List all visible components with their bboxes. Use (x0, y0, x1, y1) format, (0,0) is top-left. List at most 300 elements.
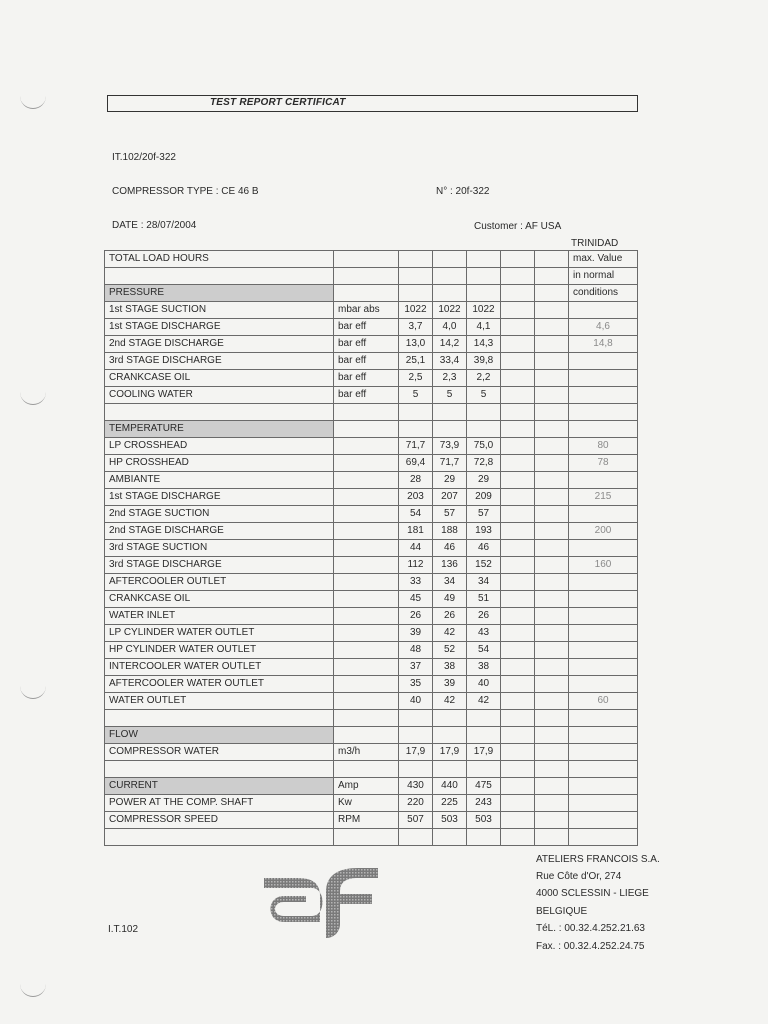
parameter-label: 2nd STAGE SUCTION (105, 506, 334, 523)
max-value-cell (569, 370, 638, 387)
empty-cell (535, 285, 569, 302)
parameter-label (105, 761, 334, 778)
parameter-label: HP CROSSHEAD (105, 455, 334, 472)
empty-cell (501, 438, 535, 455)
max-value-cell: 60 (569, 693, 638, 710)
unit-cell (334, 659, 399, 676)
unit-cell (334, 693, 399, 710)
empty-cell (535, 642, 569, 659)
report-reference: IT.102/20f-322 (112, 152, 176, 163)
parameter-label: 2nd STAGE DISCHARGE (105, 336, 334, 353)
empty-cell (501, 727, 535, 744)
measurement-cell (399, 761, 433, 778)
measurement-cell: 71,7 (399, 438, 433, 455)
empty-cell (501, 506, 535, 523)
measurement-cell: 40 (399, 693, 433, 710)
measurement-cell: 33 (399, 574, 433, 591)
table-row (105, 812, 638, 829)
measurement-cell: 203 (399, 489, 433, 506)
empty-cell (535, 727, 569, 744)
punch-hole-mark (20, 92, 46, 109)
table-row (105, 438, 638, 455)
unit-cell (334, 642, 399, 659)
measurement-cell (433, 829, 467, 846)
measurement-cell (467, 268, 501, 285)
empty-cell (501, 387, 535, 404)
parameter-label: AFTERCOOLER OUTLET (105, 574, 334, 591)
measurement-cell: 51 (467, 591, 501, 608)
unit-cell (334, 540, 399, 557)
unit-cell: bar eff (334, 353, 399, 370)
empty-cell (501, 302, 535, 319)
report-title: TEST REPORT CERTIFICAT (210, 97, 346, 108)
unit-cell: Kw (334, 795, 399, 812)
unit-cell (334, 591, 399, 608)
empty-cell (535, 387, 569, 404)
empty-cell (501, 693, 535, 710)
max-value-cell (569, 608, 638, 625)
table-row (105, 251, 638, 268)
max-value-cell (569, 625, 638, 642)
measurement-cell: 34 (433, 574, 467, 591)
max-value-cell: 80 (569, 438, 638, 455)
max-value-cell (569, 659, 638, 676)
section-row (105, 421, 638, 438)
table-row (105, 336, 638, 353)
section-title: TEMPERATURE (105, 421, 334, 438)
measurement-cell: 26 (399, 608, 433, 625)
measurement-cell: 71,7 (433, 455, 467, 472)
max-value-cell (569, 642, 638, 659)
parameter-label: LP CYLINDER WATER OUTLET (105, 625, 334, 642)
unit-cell (334, 523, 399, 540)
empty-cell (501, 591, 535, 608)
empty-cell (501, 319, 535, 336)
empty-cell (501, 557, 535, 574)
measurement-cell: 38 (467, 659, 501, 676)
table-row (105, 268, 638, 285)
logo-a-shape (264, 878, 323, 922)
table-row (105, 591, 638, 608)
measurement-cell: 225 (433, 795, 467, 812)
measurement-cell (399, 251, 433, 268)
measurement-cell: 440 (433, 778, 467, 795)
table-row (105, 557, 638, 574)
measurement-cell: 57 (467, 506, 501, 523)
table-row (105, 472, 638, 489)
empty-cell (501, 608, 535, 625)
parameter-label: 3rd STAGE DISCHARGE (105, 353, 334, 370)
parameter-label (105, 404, 334, 421)
empty-cell (535, 302, 569, 319)
unit-cell (334, 506, 399, 523)
empty-cell (535, 438, 569, 455)
parameter-label: 3rd STAGE DISCHARGE (105, 557, 334, 574)
measurement-cell: 39 (399, 625, 433, 642)
punch-hole-mark (20, 980, 46, 997)
max-value-cell: conditions (569, 285, 638, 302)
empty-cell (535, 370, 569, 387)
measurement-cell: 13,0 (399, 336, 433, 353)
empty-cell (535, 608, 569, 625)
section-title: CURRENT (105, 778, 334, 795)
unit-cell: bar eff (334, 319, 399, 336)
measurement-cell: 5 (433, 387, 467, 404)
empty-cell (535, 795, 569, 812)
table-row (105, 608, 638, 625)
table-row (105, 625, 638, 642)
measurement-cell (433, 727, 467, 744)
measurement-cell: 52 (433, 642, 467, 659)
measurement-cell: 503 (467, 812, 501, 829)
max-value-cell (569, 421, 638, 438)
unit-cell (334, 761, 399, 778)
table-row (105, 710, 638, 727)
parameter-label: CRANKCASE OIL (105, 370, 334, 387)
empty-cell (501, 659, 535, 676)
measurement-cell (399, 829, 433, 846)
max-value-cell (569, 676, 638, 693)
unit-cell (334, 676, 399, 693)
measurement-cell (433, 404, 467, 421)
empty-cell (501, 676, 535, 693)
empty-cell (535, 625, 569, 642)
measurement-cell: 37 (399, 659, 433, 676)
empty-cell (501, 421, 535, 438)
unit-cell (334, 268, 399, 285)
unit-cell (334, 421, 399, 438)
max-value-cell (569, 812, 638, 829)
customer-site: TRINIDAD (571, 238, 619, 249)
empty-cell (535, 812, 569, 829)
parameter-label: WATER OUTLET (105, 693, 334, 710)
measurement-cell: 72,8 (467, 455, 501, 472)
unit-cell (334, 472, 399, 489)
table-row (105, 659, 638, 676)
measurement-cell (467, 761, 501, 778)
measurement-cell: 188 (433, 523, 467, 540)
empty-cell (501, 523, 535, 540)
unit-cell: bar eff (334, 370, 399, 387)
max-value-cell (569, 302, 638, 319)
measurement-cell: 57 (433, 506, 467, 523)
measurement-cell: 40 (467, 676, 501, 693)
measurement-cell: 28 (399, 472, 433, 489)
measurement-cell: 43 (467, 625, 501, 642)
parameter-label: TOTAL LOAD HOURS (105, 251, 334, 268)
empty-cell (535, 319, 569, 336)
measurement-cell (467, 710, 501, 727)
parameter-label: 3rd STAGE SUCTION (105, 540, 334, 557)
measurement-cell: 35 (399, 676, 433, 693)
measurement-cell: 54 (467, 642, 501, 659)
empty-cell (535, 455, 569, 472)
empty-cell (501, 625, 535, 642)
empty-cell (535, 421, 569, 438)
table-row (105, 642, 638, 659)
company-logo (262, 853, 380, 940)
empty-cell (535, 829, 569, 846)
measurement-cell: 207 (433, 489, 467, 506)
measurement-cell: 26 (433, 608, 467, 625)
measurement-cell: 42 (467, 693, 501, 710)
max-value-cell: 78 (569, 455, 638, 472)
punch-hole-mark (20, 388, 46, 405)
empty-cell (535, 353, 569, 370)
table-row (105, 540, 638, 557)
table-row (105, 795, 638, 812)
measurement-cell: 475 (467, 778, 501, 795)
unit-cell (334, 557, 399, 574)
parameter-label: POWER AT THE COMP. SHAFT (105, 795, 334, 812)
company-country: BELGIQUE (536, 906, 588, 917)
company-street: Rue Côte d'Or, 274 (536, 871, 622, 882)
punch-hole-mark (20, 682, 46, 699)
table-row (105, 302, 638, 319)
measurement-cell: 209 (467, 489, 501, 506)
unit-cell: bar eff (334, 336, 399, 353)
max-value-cell (569, 591, 638, 608)
max-value-cell (569, 778, 638, 795)
parameter-label: LP CROSSHEAD (105, 438, 334, 455)
parameter-label (105, 710, 334, 727)
max-value-cell (569, 761, 638, 778)
measurement-cell (433, 710, 467, 727)
measurement-cell: 54 (399, 506, 433, 523)
measurement-cell (399, 404, 433, 421)
empty-cell (501, 336, 535, 353)
measurement-cell: 136 (433, 557, 467, 574)
measurement-cell: 38 (433, 659, 467, 676)
empty-cell (535, 557, 569, 574)
empty-cell (535, 591, 569, 608)
measurement-cell: 152 (467, 557, 501, 574)
document-code: I.T.102 (108, 924, 139, 935)
measurement-cell: 69,4 (399, 455, 433, 472)
measurement-cell: 181 (399, 523, 433, 540)
measurement-cell (467, 829, 501, 846)
measurement-cell: 75,0 (467, 438, 501, 455)
max-value-cell: 4,6 (569, 319, 638, 336)
measurement-cell: 193 (467, 523, 501, 540)
empty-cell (501, 370, 535, 387)
empty-cell (501, 268, 535, 285)
table-row (105, 676, 638, 693)
parameter-label (105, 268, 334, 285)
measurement-cell: 17,9 (399, 744, 433, 761)
empty-cell (535, 574, 569, 591)
measurement-cell: 26 (467, 608, 501, 625)
parameter-label: 1st STAGE SUCTION (105, 302, 334, 319)
unit-cell: Amp (334, 778, 399, 795)
measurement-cell: 33,4 (433, 353, 467, 370)
measurement-cell: 17,9 (433, 744, 467, 761)
compressor-type: COMPRESSOR TYPE : CE 46 B (112, 186, 259, 197)
section-title: PRESSURE (105, 285, 334, 302)
company-fax: Fax. : 00.32.4.252.24.75 (536, 941, 645, 952)
measurement-cell: 46 (433, 540, 467, 557)
measurement-cell: 1022 (433, 302, 467, 319)
empty-cell (501, 744, 535, 761)
measurement-cell: 3,7 (399, 319, 433, 336)
empty-cell (501, 795, 535, 812)
measurement-cell: 49 (433, 591, 467, 608)
empty-cell (501, 829, 535, 846)
max-value-cell (569, 727, 638, 744)
measurement-cell: 2,5 (399, 370, 433, 387)
max-value-cell: max. Value (569, 251, 638, 268)
section-row (105, 778, 638, 795)
table-row (105, 319, 638, 336)
unit-cell (334, 404, 399, 421)
max-value-cell (569, 795, 638, 812)
title-frame (107, 95, 638, 112)
parameter-label: HP CYLINDER WATER OUTLET (105, 642, 334, 659)
table-row (105, 370, 638, 387)
measurement-cell: 46 (467, 540, 501, 557)
empty-cell (501, 778, 535, 795)
empty-cell (501, 472, 535, 489)
measurement-cell: 5 (467, 387, 501, 404)
parameter-label (105, 829, 334, 846)
measurement-cell (467, 404, 501, 421)
empty-cell (535, 506, 569, 523)
measurement-cell: 39,8 (467, 353, 501, 370)
max-value-cell (569, 506, 638, 523)
unit-cell (334, 608, 399, 625)
max-value-cell (569, 353, 638, 370)
measurement-cell: 4,0 (433, 319, 467, 336)
empty-cell (535, 489, 569, 506)
empty-cell (501, 489, 535, 506)
parameter-label: INTERCOOLER WATER OUTLET (105, 659, 334, 676)
max-value-cell (569, 710, 638, 727)
table-row (105, 574, 638, 591)
measurement-cell (467, 421, 501, 438)
empty-cell (501, 353, 535, 370)
unit-cell: mbar abs (334, 302, 399, 319)
measurement-cell: 29 (467, 472, 501, 489)
table-row (105, 404, 638, 421)
max-value-cell: 14,8 (569, 336, 638, 353)
measurement-cell: 14,2 (433, 336, 467, 353)
empty-cell (535, 778, 569, 795)
unit-cell (334, 438, 399, 455)
empty-cell (535, 710, 569, 727)
section-title: FLOW (105, 727, 334, 744)
measurement-cell (399, 710, 433, 727)
parameter-label: WATER INLET (105, 608, 334, 625)
parameter-label: 2nd STAGE DISCHARGE (105, 523, 334, 540)
parameter-label: AFTERCOOLER WATER OUTLET (105, 676, 334, 693)
measurement-cell: 25,1 (399, 353, 433, 370)
logo-text: AF (262, 853, 283, 870)
unit-cell (334, 251, 399, 268)
measurement-cell: 29 (433, 472, 467, 489)
empty-cell (535, 693, 569, 710)
unit-cell: bar eff (334, 387, 399, 404)
table-row (105, 353, 638, 370)
table-row (105, 387, 638, 404)
measurement-cell (433, 268, 467, 285)
customer: Customer : AF USA (474, 221, 562, 232)
measurement-cell: 4,1 (467, 319, 501, 336)
table-row (105, 744, 638, 761)
section-row (105, 727, 638, 744)
max-value-cell: 200 (569, 523, 638, 540)
unit-cell (334, 625, 399, 642)
measurement-cell: 2,3 (433, 370, 467, 387)
measurement-cell (433, 251, 467, 268)
measurement-cell (399, 285, 433, 302)
empty-cell (501, 812, 535, 829)
unit-cell (334, 455, 399, 472)
empty-cell (501, 404, 535, 421)
empty-cell (501, 455, 535, 472)
max-value-cell (569, 744, 638, 761)
empty-cell (501, 540, 535, 557)
empty-cell (535, 251, 569, 268)
measurement-cell: 503 (433, 812, 467, 829)
empty-cell (535, 761, 569, 778)
max-value-cell (569, 404, 638, 421)
empty-cell (535, 540, 569, 557)
unit-cell: m3/h (334, 744, 399, 761)
table-row (105, 455, 638, 472)
measurement-cell (433, 761, 467, 778)
parameter-label: COMPRESSOR SPEED (105, 812, 334, 829)
measurement-cell: 45 (399, 591, 433, 608)
table-row (105, 761, 638, 778)
empty-cell (535, 523, 569, 540)
section-row (105, 285, 638, 302)
logo-f-shape (326, 868, 378, 938)
parameter-label: COMPRESSOR WATER (105, 744, 334, 761)
measurement-cell: 1022 (399, 302, 433, 319)
max-value-cell: 160 (569, 557, 638, 574)
parameter-label: 1st STAGE DISCHARGE (105, 319, 334, 336)
empty-cell (501, 574, 535, 591)
company-phone: TéL. : 00.32.4.252.21.63 (536, 923, 645, 934)
measurement-cell (399, 727, 433, 744)
measurement-cell: 112 (399, 557, 433, 574)
measurement-cell: 5 (399, 387, 433, 404)
empty-cell (501, 285, 535, 302)
max-value-cell: 215 (569, 489, 638, 506)
measurement-cell: 34 (467, 574, 501, 591)
unit-cell (334, 727, 399, 744)
table-row (105, 489, 638, 506)
measurement-cell (399, 421, 433, 438)
table-row (105, 523, 638, 540)
measurement-cell: 1022 (467, 302, 501, 319)
empty-cell (535, 676, 569, 693)
parameter-label: COOLING WATER (105, 387, 334, 404)
empty-cell (501, 710, 535, 727)
test-results-table (104, 250, 638, 846)
measurement-cell: 14,3 (467, 336, 501, 353)
measurement-cell: 42 (433, 625, 467, 642)
unit-cell (334, 829, 399, 846)
empty-cell (535, 659, 569, 676)
empty-cell (501, 642, 535, 659)
measurement-cell: 243 (467, 795, 501, 812)
parameter-label: 1st STAGE DISCHARGE (105, 489, 334, 506)
empty-cell (535, 336, 569, 353)
empty-cell (535, 472, 569, 489)
max-value-cell (569, 829, 638, 846)
measurement-cell: 42 (433, 693, 467, 710)
